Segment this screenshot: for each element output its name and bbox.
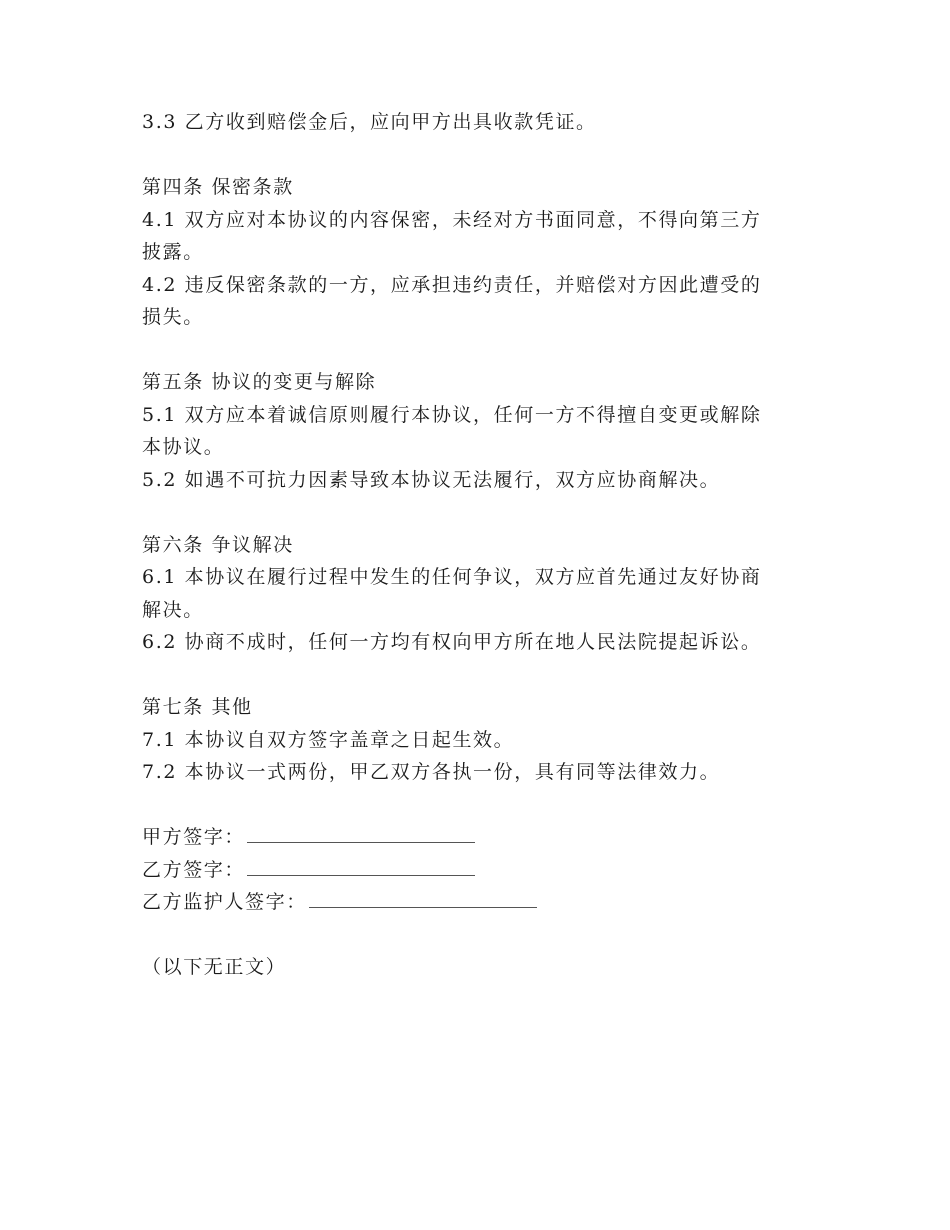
clause-7-2: 7.2 本协议一式两份，甲乙双方各执一份，具有同等法律效力。 [142, 761, 721, 783]
signature-guardian-label: 乙方监护人签字： [142, 891, 307, 913]
clause-5-2: 5.2 如遇不可抗力因素导致本协议无法履行，双方应协商解决。 [142, 468, 721, 491]
signature-guardian-blank[interactable] [309, 887, 537, 908]
signature-party-a-label: 甲方签字： [142, 826, 246, 848]
clause-4-heading: 第四条 保密条款 [142, 176, 294, 198]
clause-4-2-line2: 损失。 [142, 306, 204, 328]
signature-party-a [142, 821, 802, 854]
signature-party-b-label: 乙方签字： [142, 858, 246, 881]
signature-party-b [142, 854, 802, 887]
spacer [142, 919, 802, 952]
clause-6-2: 6.2 协商不成时，任何一方均有权向甲方所在地人民法院提起诉讼。 [142, 631, 762, 653]
clause-6-heading: 第六条 争议解决 [142, 533, 294, 556]
clause-5-heading: 第五条 协议的变更与解除 [142, 371, 377, 393]
spacer [142, 659, 802, 692]
clause-6-1-line2: 解决。 [142, 598, 204, 621]
clause-7-1: 7.1 本协议自双方签字盖章之日起生效。 [142, 728, 515, 751]
spacer [142, 496, 802, 529]
signature-party-a-blank[interactable] [247, 822, 475, 843]
clause-3-3: 3.3 乙方收到赔偿金后，应向甲方出具收款凭证。 [142, 111, 597, 133]
spacer [142, 139, 802, 172]
clause-6-1-line1: 6.1 本协议在履行过程中发生的任何争议，双方应首先通过友好协商 [142, 566, 762, 588]
clause-4-2-line1: 4.2 违反保密条款的一方，应承担违约责任，并赔偿对方因此遭受的 [142, 273, 762, 296]
clause-5-1-line1: 5.1 双方应本着诚信原则履行本协议，任何一方不得擅自变更或解除 [142, 403, 762, 426]
spacer [142, 789, 802, 822]
agreement-page [142, 106, 802, 984]
signature-party-b-blank[interactable] [247, 855, 475, 876]
clause-4-1-line1: 4.1 双方应对本协议的内容保密，未经对方书面同意，不得向第三方 [142, 208, 762, 231]
signature-guardian [142, 886, 802, 919]
clause-7-heading: 第七条 其他 [142, 696, 253, 718]
spacer [142, 334, 802, 367]
clause-5-1-line2: 本协议。 [142, 436, 225, 458]
end-note: （以下无正文） [142, 956, 287, 978]
clause-4-1-line2: 披露。 [142, 241, 204, 263]
